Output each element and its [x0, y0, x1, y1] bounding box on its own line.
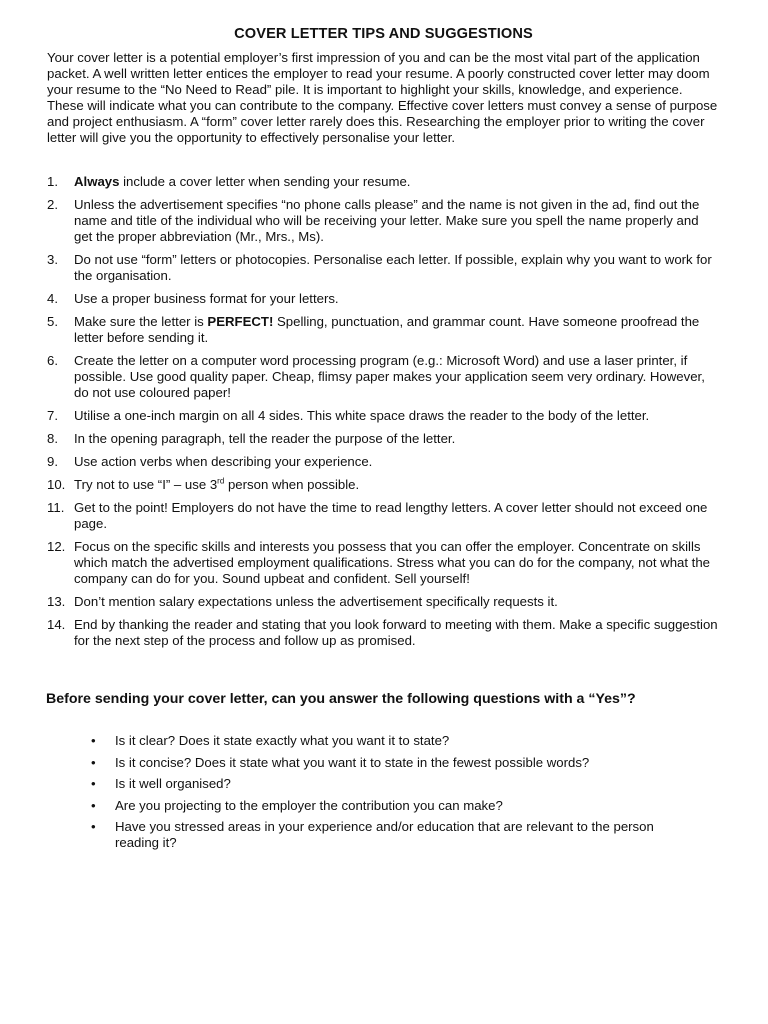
tip-text [74, 539, 720, 587]
tip-text-body: Do not use “form” letters or photocopies. Personalise each letter. If possible, explain why you want to work for the organisation. [74, 252, 712, 283]
question-item [91, 798, 720, 814]
tip-text-body: Focus on the specific skills and interests you possess that you can offer the employer. Concentrate on skills which match the advertised employment qualifications. Stress what you can do for the company, not what the company can do for you. Sound upbeat and confident. Sell yourself! [74, 539, 711, 586]
bullet-icon: • [91, 733, 96, 748]
tip-number: 7. [47, 408, 58, 423]
tip-item [47, 617, 720, 649]
tip-item [47, 174, 720, 190]
tip-item [47, 500, 720, 532]
tip-text-body: Utilise a one-inch margin on all 4 sides. This white space draws the reader to the body of the letter. [74, 408, 650, 423]
tip-text [74, 431, 720, 447]
tip-text-lead: Make sure the letter is [74, 314, 208, 329]
question-text: Is it clear? Does it state exactly what you want it to state? [115, 733, 450, 748]
question-text: Is it well organised? [115, 776, 231, 791]
tip-item [47, 408, 720, 424]
tip-text [74, 197, 720, 245]
tip-text-body: Use action verbs when describing your experience. [74, 454, 373, 469]
tip-number: 4. [47, 291, 58, 306]
tip-emphasis: Always [74, 174, 120, 189]
question-item [91, 733, 720, 749]
tip-item [47, 291, 720, 307]
tip-item [47, 252, 720, 284]
question-item [91, 776, 720, 792]
tip-item [47, 353, 720, 401]
question-text: Have you stressed areas in your experience and/or education that are relevant to the person reading it? [115, 819, 654, 850]
question-item [91, 819, 720, 851]
intro-paragraph: Your cover letter is a potential employer’s first impression of you and can be the most vital part of the application packet. A well written letter entices the employer to read your resume. A poorly constructed cover letter may doom your resume to the “No Need to Read” pile. It is important to highlight your skills, knowledge, and experience. These will indicate what you can contribute to the company. Effective cover letters must convey a sense of purpose and project enthusiasm. A “form” cover letter rarely does this. Researching the employer prior to writing the cover letter will give you the opportunity to effectively personalise your letter. [47, 50, 718, 145]
tip-text [74, 500, 720, 532]
tip-text [74, 594, 720, 610]
tip-item [47, 314, 720, 346]
questions-list [47, 733, 720, 851]
bullet-icon: • [91, 754, 96, 770]
tip-item [47, 431, 720, 447]
tip-number: 10. [47, 477, 66, 492]
tip-text [74, 353, 720, 401]
tip-text-body: In the opening paragraph, tell the reader the purpose of the letter. [74, 431, 456, 446]
tip-number: 6. [47, 353, 58, 368]
tip-text-body: End by thanking the reader and stating that you look forward to meeting with them. Make a specific suggestion for the next step of the process and follow up as promised. [74, 617, 718, 648]
tip-number: 5. [47, 314, 58, 329]
bullet-icon: • [91, 797, 96, 813]
tip-text-body: Don’t mention salary expectations unless the advertisement specifically requests it. [74, 594, 558, 609]
tip-text-body: person when possible. [224, 477, 360, 492]
tip-emphasis: PERFECT! [207, 314, 274, 329]
tip-item [47, 539, 720, 587]
tip-text [74, 408, 720, 424]
tip-superscript: rd [217, 476, 225, 486]
questions-heading: Before sending your cover letter, can you answer the following questions with a “Yes”? [46, 691, 636, 707]
tip-text [74, 291, 720, 307]
tips-list [47, 174, 720, 649]
bullet-icon: • [91, 819, 96, 834]
tip-number: 14. [47, 617, 66, 632]
tip-text-body: include a cover letter when sending your resume. [119, 174, 411, 189]
tip-text [74, 174, 720, 190]
question-text: Are you projecting to the employer the contribution you can make? [115, 797, 503, 813]
tip-text-body: Create the letter on a computer word processing program (e.g.: Microsoft Word) and use a laser printer, if possible. Use good quality paper. Cheap, flimsy paper makes your application seem very ordinary. However, do not use coloured paper! [74, 353, 705, 400]
tip-number: 9. [47, 454, 58, 469]
tip-item [47, 197, 720, 245]
tip-number: 12. [47, 539, 66, 554]
tip-number: 2. [47, 197, 58, 212]
tip-text-body: Unless the advertisement specifies “no phone calls please” and the name is not given in the ad, find out the name and title of the individual who will be receiving your letter. Make sure you spell the name properly and get the proper abbreviation (Mr., Mrs., Ms). [74, 197, 700, 244]
tip-text-lead: Try not to use “I” – use 3 [74, 477, 218, 492]
tip-item [47, 594, 720, 610]
tip-number: 1. [47, 174, 58, 189]
tip-item [47, 454, 720, 470]
tip-number: 8. [47, 431, 58, 446]
tip-text [74, 314, 720, 346]
question-item [91, 755, 720, 771]
tip-text [74, 617, 720, 649]
tip-number: 3. [47, 252, 58, 267]
tip-item [47, 477, 720, 493]
document-title: COVER LETTER TIPS AND SUGGESTIONS [234, 26, 533, 42]
tip-text [74, 454, 720, 470]
tip-text-body: Get to the point! Employers do not have the time to read lengthy letters. A cover letter should not exceed one page. [74, 500, 708, 531]
tip-text [74, 252, 720, 284]
question-text: Is it concise? Does it state what you want it to state in the fewest possible words? [115, 754, 590, 770]
tip-number: 11. [47, 500, 65, 515]
tip-text-body: Spelling, punctuation, and grammar count. Have someone proofread the letter before sending it. [74, 314, 700, 345]
tip-number: 13. [47, 594, 66, 609]
tip-text-body: Use a proper business format for your letters. [74, 291, 339, 306]
tip-text [74, 477, 720, 493]
bullet-icon: • [91, 776, 96, 791]
